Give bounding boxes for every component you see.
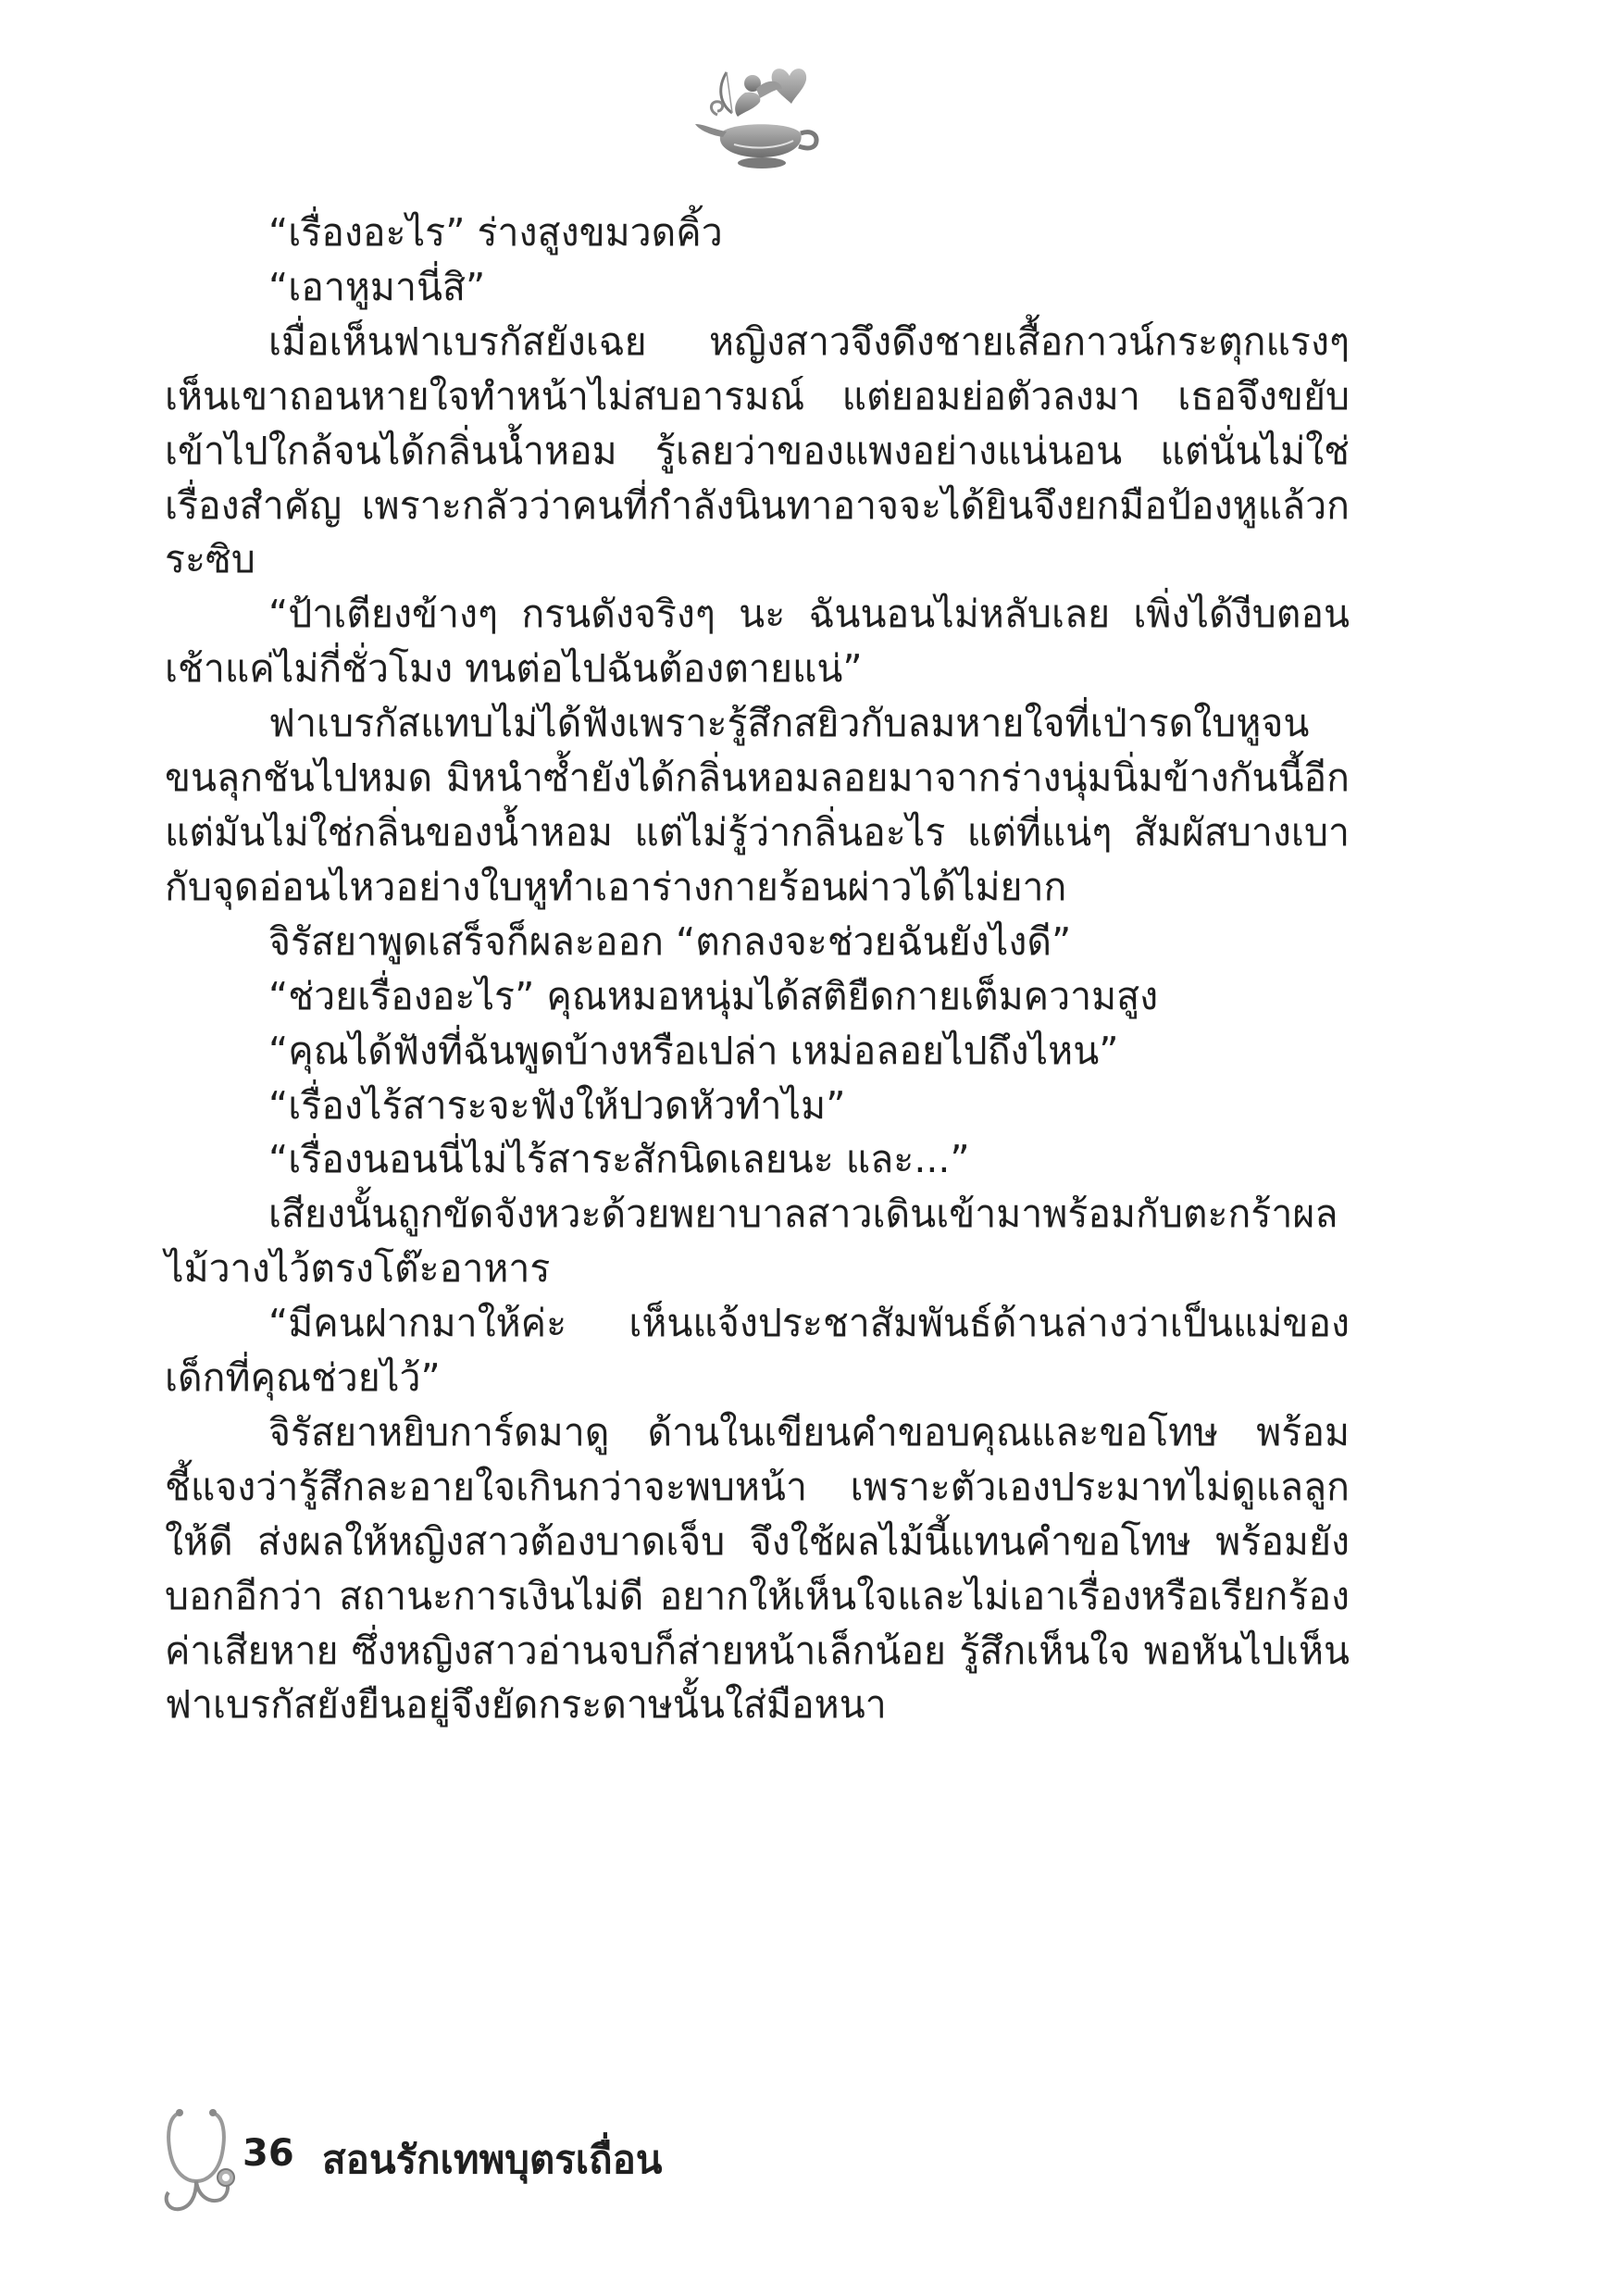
paragraph: “เรื่องไร้สาระจะฟังให้ปวดหัวทำไม” — [268, 1082, 846, 1128]
paragraph: “คุณได้ฟังที่ฉันพูดบ้างหรือเปล่า เหม่อลอยไปถึงไหน” — [268, 1028, 1119, 1073]
paragraph: “เรื่องนอนนี่ไม่ไร้สาระสักนิดเลยนะ และ...” — [268, 1137, 970, 1182]
book-title: สอนรักเทพบุตรเถื่อน — [322, 2137, 663, 2182]
paragraph: “ช่วยเรื่องอะไร” คุณหมอหนุ่มได้สติยืดกายเต็มความสูง — [268, 973, 1159, 1018]
cupid-teapot-ornament-icon — [690, 56, 828, 176]
paragraph: “เรื่องอะไร” ร่างสูงขมวดคิ้ว — [268, 210, 723, 255]
paragraph: จิรัสยาหยิบการ์ดมาดู ด้านในเขียนคำขอบคุณและขอโทษ พร้อมชี้แจงว่ารู้สึกละอายใจเกินกว่าจะพบหน้า เพราะตัวเองประมาทไม่ดูแลลูกให้ดี ส่งผลให้หญิงสาวต้องบาดเจ็บ จึงใช้ผลไม้นี้แทนคำขอโทษ พร้อมยังบอกอีกว่า สถานะการเงินไม่ดี อยากให้เห็นใจและไม่เอาเรื่องหรือเรียกร้องค่าเสียหาย ซึ่งหญิงสาวอ่านจบก็ส่ายหน้าเล็กน้อย รู้สึกเห็นใจ พอหันไปเห็นฟาเบรกัสยังยืนอยู่จึงยัดกระดาษนั้นใส่มือหนา — [165, 1409, 1350, 1728]
chapter-body-text — [165, 206, 1350, 1732]
paragraph: เสียงนั้นถูกขัดจังหวะด้วยพยาบาลสาวเดินเข้ามาพร้อมกับตะกร้าผลไม้วางไว้ตรงโต๊ะอาหาร — [165, 1192, 1338, 1292]
paragraph: จิรัสยาพูดเสร็จก็ผละออก “ตกลงจะช่วยฉันยังไงดี” — [268, 918, 1072, 964]
paragraph: “ป้าเตียงข้างๆ กรนดังจริงๆ นะ ฉันนอนไม่หลับเลย เพิ่งได้งีบตอนเช้าแค่ไม่กี่ชั่วโมง ทนต่อไปฉันต้องตายแน่” — [165, 592, 1350, 692]
stethoscope-icon — [159, 2107, 243, 2218]
paragraph: “เอาหูมานี่สิ” — [268, 264, 486, 309]
paragraph: ฟาเบรกัสแทบไม่ได้ฟังเพราะรู้สึกสยิวกับลมหายใจที่เป่ารดใบหูจนขนลุกชันไปหมด มิหนำซ้ำยังได้กลิ่นหอมลอยมาจากร่างนุ่มนิ่มข้างกันนี้อีก แต่มันไม่ใช่กลิ่นของน้ำหอม แต่ไม่รู้ว่ากลิ่นอะไร แต่ที่แน่ๆ สัมผัสบางเบากับจุดอ่อนไหวอย่างใบหูทำเอาร่างกายร้อนผ่าวได้ไม่ยาก — [165, 701, 1350, 909]
paragraph: เมื่อเห็นฟาเบรกัสยังเฉย หญิงสาวจึงดึงชายเสื้อกาวน์กระตุกแรงๆ เห็นเขาถอนหายใจทำหน้าไม่สบอารมณ์ แต่ยอมย่อตัวลงมา เธอจึงขยับเข้าไปใกล้จนได้กลิ่นน้ำหอม รู้เลยว่าของแพงอย่างแน่นอน แต่นั่นไม่ใช่เรื่องสำคัญ เพราะกลัวว่าคนที่กำลังนินทาอาจจะได้ยินจึงยกมือป้องหูแล้วกระซิบ — [165, 318, 1350, 582]
paragraph: “มีคนฝากมาให้ค่ะ เห็นแจ้งประชาสัมพันธ์ด้านล่างว่าเป็นแม่ของเด็กที่คุณช่วยไว้” — [165, 1301, 1350, 1401]
page-number: 36 — [243, 2132, 294, 2175]
